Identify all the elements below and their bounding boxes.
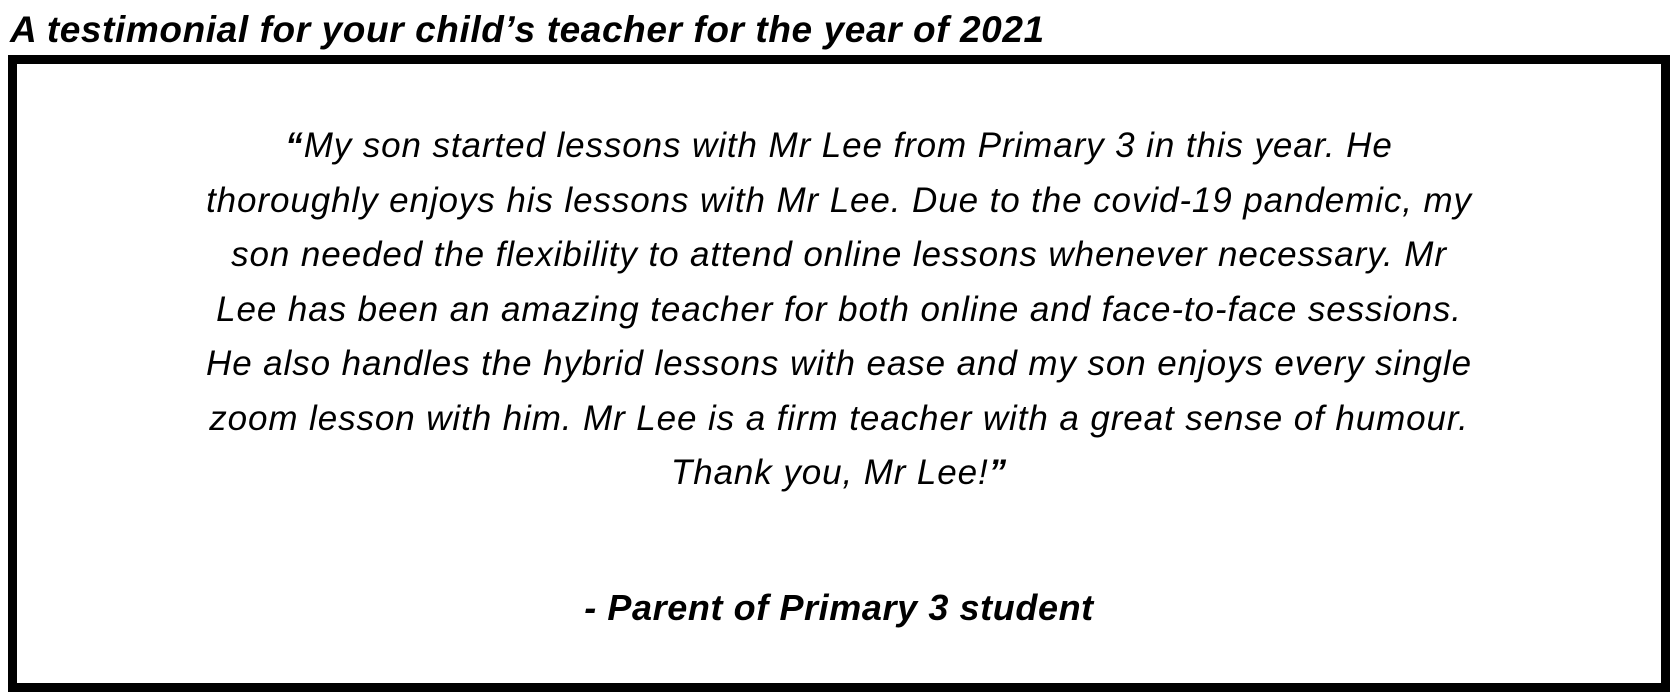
quote-line-3: son needed the flexibility to attend online lessons whenever necessary. Mr — [231, 235, 1447, 274]
quote-line-4: Lee has been an amazing teacher for both online and face-to-face sessions. — [216, 289, 1462, 329]
quote-line-6: zoom lesson with him. Mr Lee is a firm teacher with a great sense of humour. — [209, 398, 1469, 438]
quote-line-7 — [17, 446, 1661, 501]
page-title: A testimonial for your child’s teacher for the year of 2021 — [10, 9, 1045, 50]
quote-line-5: He also handles the hybrid lessons with ease and my son enjoys every single — [206, 344, 1472, 383]
testimonial-quote — [17, 119, 1661, 501]
testimonial-box — [8, 55, 1670, 692]
quote-line-1 — [17, 119, 1661, 174]
quote-text: My son started lessons with Mr Lee from Primary 3 in this year. He — [303, 126, 1393, 165]
close-quote-mark: ” — [988, 453, 1008, 492]
quote-text: Thank you, Mr Lee! — [670, 453, 989, 492]
testimonial-signature: - Parent of Primary 3 student — [584, 587, 1094, 628]
quote-line-2: thoroughly enjoys his lessons with Mr Lee. Due to the covid-19 pandemic, my — [206, 180, 1472, 220]
open-quote-mark: “ — [285, 126, 304, 165]
